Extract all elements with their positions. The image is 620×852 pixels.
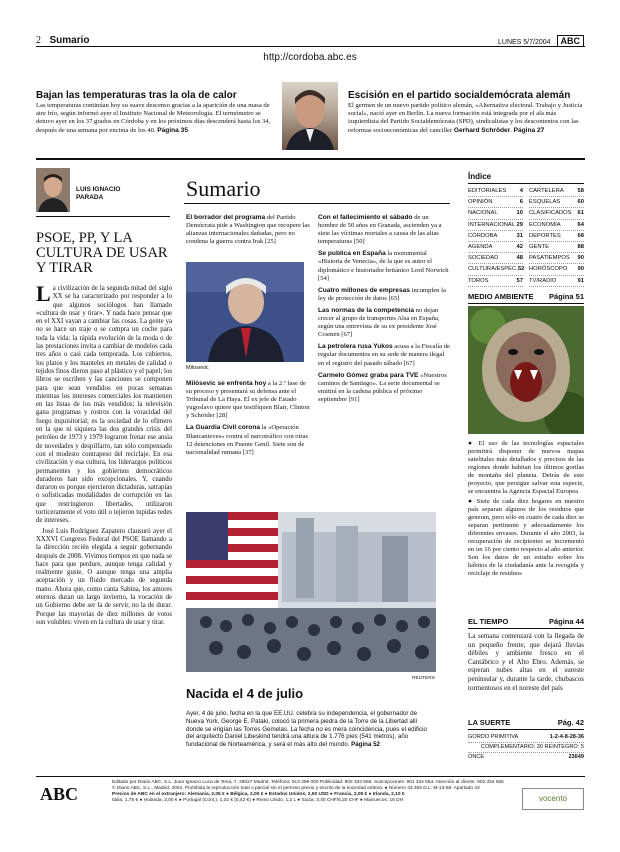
sumario-item[interactable] — [318, 214, 450, 246]
section-rule — [468, 729, 584, 730]
index-row[interactable]: TOROS 57 — [468, 276, 523, 287]
sumario-item-text: la «Operación Blancanieves» contra el narcotráfico con otras 12 detenciones en Puente Genil. Siete son de nacionalidad rumana [37] — [186, 424, 309, 456]
sumario-item-lead: Cuatro millones de empresas — [318, 286, 410, 294]
footer-line: Editado por Diario ABC, S.L. Juan Ignacio Luca de Tena, 7. 28027 Madrid. Teléfono: 913 399 000 Publicidad: 902 334 556. Suscripciones: 901 334 554. Atención al cliente: 902 334 555 — [112, 780, 504, 785]
site-url[interactable]: http://cordoba.abc.es — [263, 52, 357, 63]
index-row[interactable]: HORÓSCOPO 90 — [529, 264, 584, 275]
sumario-item-text: incumplen la ley de protección de datos [65] — [318, 286, 446, 302]
gorilla-photo — [468, 306, 584, 434]
top-story-body: Las temperaturas continúan hoy su suave descenso gracias a la aparición de una masa de aire frío, según informó ayer el Instituto Nacional de Meteorología. El termómetro se detuvo ayer en los 37 grados en Córdoba y en los próximos días descenderá hasta los 34, después de una semana por encima de los 40. — [36, 102, 271, 134]
milosevic-photo — [186, 262, 304, 362]
ceremony-scene — [186, 512, 436, 672]
sumario-item[interactable] — [186, 214, 310, 246]
suerte-section — [468, 718, 584, 762]
index-row[interactable]: CÓRDOBA 31 — [468, 231, 523, 242]
index-row[interactable]: CARTELERA 58 — [529, 186, 584, 197]
milosevic-caption: Milosevic — [186, 365, 209, 371]
main-story-body — [186, 710, 436, 749]
top-story-spd: Escisión en el partido socialdemócrata alemán El germen de un nuevo partido político alemán, «Alternativa electoral. Trabajo y Justicia social», nació ayer en Berlín. La nueva formación está integrada por el ala más izquierdista del Partido Socialdemócrata (SPD), sindicalistas y los descontentos con las reformas socioeconómicas del canciller Gerhard Schröder. Página 27 — [348, 90, 583, 134]
photo-credit: REUTERS — [412, 676, 435, 681]
index-row[interactable]: GENTE 88 — [529, 242, 584, 253]
footer-credits — [112, 780, 510, 804]
sumario-left-column — [186, 214, 310, 250]
column-headline: PSOE, PP, Y LA CULTURA DE USAR Y TIRAR — [36, 230, 168, 276]
main-story-text: Ayer, 4 de julio, fecha en la que EE.UU. celebra su independencia, el gobernador de Nueva York, George E. Pataki, colocó la primera piedra de la Torre de la Libertad allí donde se erigían las Torres Gemelas. La fecha no es mera coincidencia, pues el edificio del arquitecto Daniel Libeskind tendrá una altura de 1.776 pies (541 metros), año fundacional de Norteamérica, y será el más alto del mundo. — [186, 710, 427, 749]
suerte-row: GORDO PRIMITIVA 1-2-4-8-28-36 — [468, 733, 584, 743]
index-right-col — [529, 186, 584, 287]
sumario-item[interactable] — [318, 343, 450, 367]
index-row[interactable]: DEPORTES 68 — [529, 231, 584, 242]
sumario-item-lead: Las normas de la competencia — [318, 306, 415, 314]
index-row[interactable]: EDITORIALES 4 — [468, 186, 523, 197]
sumario-left-column-lower — [186, 380, 310, 461]
tiempo-section — [468, 617, 584, 692]
footer-line: © Diario ABC, S.L., Madrid, 2004. Prohibida la reproducción total o parcial sin el permiso previo y escrito de la sociedad editora. ● Número 33.355 D.L: M-13-58. Apartado 43 — [112, 786, 480, 791]
american-flag — [186, 512, 278, 608]
sumario-item-lead: Carmelo Gómez graba para TVE — [318, 371, 419, 379]
top-story-title: Bajan las temperaturas tras la ola de calor — [36, 90, 237, 101]
sumario-item-lead: Con el fallecimiento el sábado — [318, 214, 413, 221]
sumario-title: Sumario — [186, 176, 261, 201]
section-title: MEDIO AMBIENTE — [468, 292, 534, 301]
sumario-rule — [184, 203, 450, 204]
top-story-weather — [36, 90, 272, 135]
sumario-right-column — [318, 214, 450, 408]
sumario-item-text: del Partido Demócrata pide a Washington que recupere las alianzas internacionales dañadas, pero no condena la guerra contra Irak [25] — [186, 214, 310, 246]
suerte-results — [468, 733, 584, 762]
milosevic-portrait — [186, 262, 304, 362]
footer-line: Precios de ABC en el extranjero: Alemania, 2,05 € ● Bélgica, 2,00 € ● Estados Unidos, 2,50 USD ● Francia, 2,05 € ● Irlanda, 2,10 € — [112, 792, 405, 797]
section-rule — [468, 303, 584, 304]
top-story-page[interactable]: Página 35 — [157, 126, 189, 134]
index-row[interactable]: CLASIFICADOS 61 — [529, 208, 584, 219]
index-row[interactable]: PASATIEMPOS 90 — [529, 253, 584, 264]
top-divider — [36, 158, 585, 160]
sumario-item[interactable] — [318, 287, 450, 303]
suerte-row: COMPLEMENTARIO: 30 REINTEGRO: 5 — [468, 743, 584, 753]
column-paragraph: a civilización de la segunda mitad del siglo XX se ha caracterizado por responder a lo que algunos sociólogos han llamado «cultura de usar y tirar». Y nada hace pensar que en el XXI vayan a cambiar las cosas. La gente ya no se hace un traje o se compra un coche para toda la vida: la rápida evolución de la moda o de las prestaciones invita a cambiar de modelos cada tres años o casi cada temporada. Los cubiertos, los platos y los manteles en metales de calidad o tejidos finos dieron paso al plástico y el papel; los libros se escriben y las canciones se componen para que sean vendidos en pocas semanas mientras los intereses comerciales los mantienen en las listas de los más vendidos; la televisión gana programas y rostros con la voracidad del fuego inquisitorial; es la sociedad de lo efímero en la que ni siquiera las dos grandes crisis del petróleo de 1973 y 1979 lograron frenar ese ansia de novedades y despilfarro, tan sólo compensado con el modesto contrapeso del reciclaje. En esa civilización y esa cultura, los liderazgos políticos permanentes y los gobiernos democráticos duraderos han sido excepcionales. Y, cuando duraron es porque ejercieron dictaduras, satrapías o sofisticadas modalidades de corrupción en las que restringieron libertades, utilizaron torticeramente el voto útil o tejieron tupidas redes de intereses. — [36, 285, 172, 525]
sumario-item-text: no dejan crecer al grupo de transportes Alsa en España, según una entrevista de su ex presidente José Cosmen [67] — [318, 306, 440, 339]
section-title: LA SUERTE — [468, 718, 511, 727]
section-page[interactable]: Página 44 — [548, 617, 584, 626]
index-left-col — [468, 186, 523, 287]
index-row[interactable]: ECONOMÍA 64 — [529, 220, 584, 231]
footer-rule — [36, 776, 585, 777]
bullet-item: ● Siete de cada diez hogares en nuestro país separan algunos de los residuos que generan, pero sólo en cuatro de cada diez se separan pertinente y adecuadamente los diferentes envases. Durante el año 2003, la recuperación de recipientes se incrementó en un 16 por ciento respecto al año anterior. Son los datos de un estudio sobre los hábitos de la ciudadanía ante la recogida y reciclaje de residuos — [468, 498, 585, 577]
main-story-page[interactable]: Página 52 — [351, 741, 380, 749]
main-story-title: Nacida el 4 de julio — [186, 686, 304, 701]
index-row[interactable]: AGENDA 42 — [468, 242, 523, 253]
footer-logo: ABC — [40, 784, 79, 804]
sumario-item-text: a la 2.ª fase de su proceso y presentará su defensa ante el Tribunal de La Haya. El ex jefe de Estado yugoslavo quiere que testifiquen Blair, Clinton y Schröder [28] — [186, 380, 310, 420]
columnist-photo — [36, 168, 70, 212]
columnist-name — [76, 186, 120, 202]
section-title: EL TIEMPO — [468, 617, 509, 626]
portrait-graphic — [282, 82, 338, 150]
column-paragraph: José Luis Rodríguez Zapatero clausuró ayer el XXXVI Congreso Federal del PSOE llamando a la dirección recién elegida a seguir gobernando después de 2008. Vivimos tiempos en que nada se hace para que perdure, aunque tenga calidad y realmente guste. O aunque tenga una amplia aceptación y un fluido mercado de segunda mano. Ahora que, como canta Sabina, los amores eternos duran un largo invierno, la vocación de un Gobierno debe ser la de servir, no la de durar. Porque las mayorías de diez millones de votos son volubles: viven en la cultura de usar y tirar. — [36, 527, 172, 626]
index-row[interactable]: INTERNACIONAL 29 — [468, 220, 523, 231]
columnist-rule — [36, 216, 170, 217]
schroder-photo — [282, 82, 338, 150]
sumario-item[interactable] — [186, 380, 310, 420]
top-story-highlight: Gerhard Schröder — [453, 126, 511, 134]
sumario-item[interactable] — [186, 424, 310, 456]
sumario-item-text: de un hombre de 50 años en Granada, ascienden ya a siete las víctimas mortales a causa de las altas temperaturas [50] — [318, 214, 442, 246]
top-story-body: El germen de un nuevo partido político alemán, «Alternativa electoral. Trabajo y Justicia social», nació ayer en Berlín. La nueva formación está integrada por el ala más izquierdista del Partido Socialdemócrata (SPD), sindicalistas y los descontentos con las reformas socioeconómicas del canciller — [348, 102, 583, 134]
sumario-item-lead: El borrador del programa — [186, 214, 266, 221]
section-name: Sumario — [49, 35, 90, 46]
brand-badge: ABC — [557, 35, 585, 47]
july-fourth-photo — [186, 512, 436, 672]
top-story-page[interactable]: Página 27 — [513, 126, 545, 134]
sumario-item-lead: La Guardia Civil corona — [186, 424, 261, 432]
bullet-item: ● El uso de las tecnologías espaciales permitirá disponer de nuevos mapas satelitales más detallados y precisos de las regiones donde habitan los últimos gorilas de montaña del planeta. Detrás de este proyecto, que persigue salvar esta especie, se encuentra la Agencia Espacial Europea — [468, 440, 584, 495]
sumario-item[interactable] — [318, 372, 450, 404]
column-body — [36, 281, 172, 629]
footer-line: Italia, 1,75 € ● Holanda, 2,00 € ● Portugal (Cont.), 1,32 € (0,42 €) ● Reino Unido, 1,2 L ● Suiza, 3,40 CHF/5,20 CHF ● Marruecos, 16 DH — [112, 798, 404, 803]
sumario-item[interactable] — [318, 307, 450, 339]
sumario-item[interactable] — [318, 250, 450, 282]
section-page[interactable]: Página 51 — [548, 292, 584, 301]
index-row[interactable]: CULTURA/ESPEC. 52 — [468, 264, 523, 275]
primate-graphic — [468, 306, 584, 434]
sumario-item-lead: La petrolera rusa Yukos — [318, 343, 393, 351]
index-box — [468, 172, 584, 287]
columnist-name-line2: PARADA — [76, 194, 104, 201]
partner-logo: vocento — [522, 788, 584, 810]
column-dropcap: L — [36, 281, 51, 306]
sumario-item-lead: Milósevic se enfrenta hoy — [186, 380, 267, 387]
bullet-text: El uso de las tecnologías espaciales permitirá disponer de nuevos mapas satelitales más detallados y precisos de las regiones donde habitan los últimos gorilas de montaña del planeta. Detrás de este proyecto, que persigue salvar esta especie, se encuentra la Agencia Espacial Europea — [468, 440, 584, 495]
columnist-portrait — [36, 168, 70, 212]
medio-ambiente-section — [468, 292, 584, 304]
page-number: 2 — [36, 35, 41, 46]
top-story-title: Escisión en el partido socialdemócrata alemán — [348, 90, 571, 101]
header-rule — [36, 46, 585, 47]
index-title: Índice — [468, 172, 492, 181]
index-row[interactable]: NACIONAL 10 — [468, 208, 523, 219]
sumario-item-lead: Se publica en España — [318, 250, 386, 258]
section-page[interactable]: Pág. 42 — [557, 718, 584, 727]
issue-date: LUNES 5/7/2004 — [498, 39, 551, 46]
suerte-row: ONCE 23649 — [468, 754, 584, 760]
sumario-item-text: la monumental «Historia de Venecia», de la que es autor el diplomático e historiador británico Lord Norwich [54] — [318, 250, 449, 282]
sumario-item-text: «Nuestros caminos de Santiago». La serie documental se emitirá en la cadena pública el próximo septiembre [91] — [318, 371, 447, 403]
columnist-name-line1: LUIS IGNACIO — [76, 186, 121, 193]
tiempo-body: La semana comenzará con la llegada de un pequeño frente, que dejará lluvias débiles y ambiente fresco en el Cantábrico y el Alto Ebro. Además, se esperan nubes altas en el sureste peninsular y, durante la tarde, chubascos tormentosos en el noreste del país — [468, 632, 584, 692]
bullet-text: Siete de cada diez hogares en nuestro país separan algunos de los residuos que generan, pero sólo en cuatro de cada diez se separan pertinente y adecuadamente los diferentes envases. Durante el año 2003, la recuperación de recipientes se incrementó en un 16 por ciento respecto al año anterior. Son los datos de un estudio sobre los hábitos de la ciudadanía ante la recogida y reciclaje de residuos — [468, 498, 585, 577]
section-rule — [468, 628, 584, 629]
page-header-left — [36, 35, 90, 46]
index-rule — [468, 183, 584, 184]
index-row[interactable]: SOCIEDAD 48 — [468, 253, 523, 264]
medio-ambiente-bullets — [468, 440, 584, 578]
sumario-item-text: acusa a la Fiscalía de regular documentos en su sede de manera ilegal en el registro del pasado sábado [67] — [318, 343, 450, 367]
index-row[interactable]: ESQUELAS 60 — [529, 197, 584, 208]
index-row[interactable]: OPINIÓN 6 — [468, 197, 523, 208]
index-row[interactable]: TV/RADIO 91 — [529, 276, 584, 287]
